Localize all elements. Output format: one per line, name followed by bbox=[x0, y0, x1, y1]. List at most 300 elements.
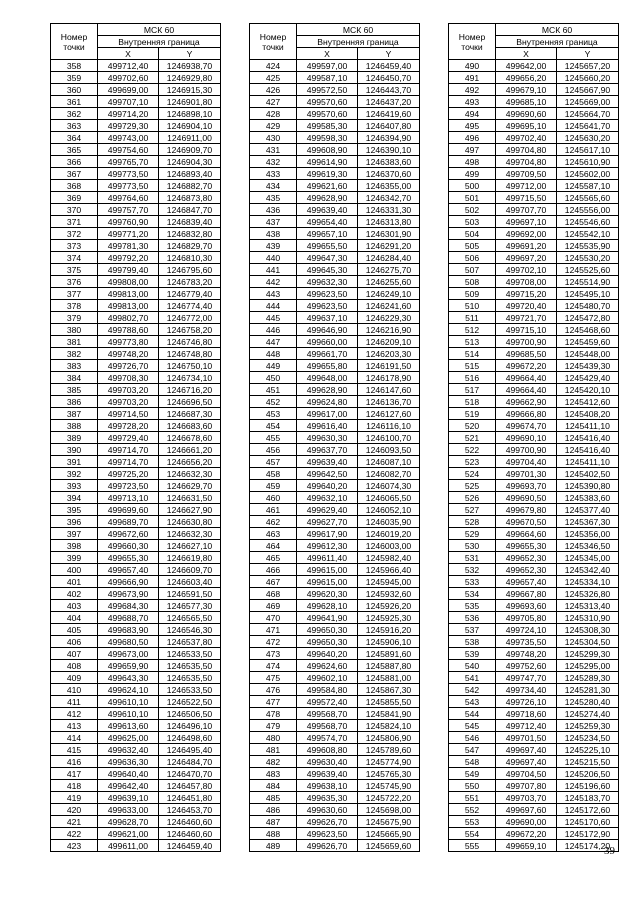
x-coordinate: 499626,70 bbox=[297, 816, 358, 828]
y-coordinate: 1245259,30 bbox=[557, 720, 619, 732]
point-number: 516 bbox=[449, 372, 496, 384]
x-coordinate: 499697,20 bbox=[496, 252, 557, 264]
y-coordinate: 1245887,80 bbox=[358, 660, 420, 672]
x-coordinate: 499714,50 bbox=[98, 408, 159, 420]
point-number: 448 bbox=[250, 348, 297, 360]
table-row bbox=[250, 744, 420, 756]
x-coordinate: 499621,00 bbox=[98, 828, 159, 840]
y-coordinate: 1246619,80 bbox=[159, 552, 221, 564]
x-coordinate: 499657,40 bbox=[496, 576, 557, 588]
table-row bbox=[250, 576, 420, 588]
x-coordinate: 499628,70 bbox=[98, 816, 159, 828]
y-coordinate: 1245546,60 bbox=[557, 216, 619, 228]
point-number: 527 bbox=[449, 504, 496, 516]
x-coordinate: 499813,00 bbox=[98, 288, 159, 300]
coordinates-table-middle bbox=[249, 23, 420, 852]
y-coordinate: 1246522,50 bbox=[159, 696, 221, 708]
x-coordinate: 499724,10 bbox=[496, 624, 557, 636]
table-row bbox=[250, 432, 420, 444]
table-row bbox=[250, 732, 420, 744]
point-number: 526 bbox=[449, 492, 496, 504]
y-coordinate: 1246772,00 bbox=[159, 312, 221, 324]
coordinate-system-header: МСК 60 bbox=[297, 24, 420, 36]
point-number: 484 bbox=[250, 780, 297, 792]
coordinates-table-left bbox=[50, 23, 221, 852]
y-coordinate: 1245806,90 bbox=[358, 732, 420, 744]
table-row bbox=[449, 528, 619, 540]
point-number: 460 bbox=[250, 492, 297, 504]
y-coordinate: 1246383,60 bbox=[358, 156, 420, 168]
point-number: 415 bbox=[51, 744, 98, 756]
y-coordinate: 1246065,50 bbox=[358, 492, 420, 504]
table-row bbox=[51, 552, 221, 564]
table-row bbox=[449, 252, 619, 264]
table-row bbox=[250, 768, 420, 780]
y-coordinate: 1245556,00 bbox=[557, 204, 619, 216]
y-coordinate: 1245881,00 bbox=[358, 672, 420, 684]
point-number: 490 bbox=[449, 60, 496, 72]
y-column-header: Y bbox=[557, 48, 619, 60]
y-coordinate: 1246052,10 bbox=[358, 504, 420, 516]
table-row bbox=[449, 708, 619, 720]
point-number: 388 bbox=[51, 420, 98, 432]
y-coordinate: 1246203,30 bbox=[358, 348, 420, 360]
table-row bbox=[250, 624, 420, 636]
x-coordinate: 499692,00 bbox=[496, 228, 557, 240]
table-row bbox=[51, 408, 221, 420]
table-row bbox=[449, 168, 619, 180]
x-coordinate: 499734,40 bbox=[496, 684, 557, 696]
x-coordinate: 499664,60 bbox=[496, 528, 557, 540]
x-coordinate: 499729,30 bbox=[98, 120, 159, 132]
x-coordinate: 499666,90 bbox=[98, 576, 159, 588]
point-number: 390 bbox=[51, 444, 98, 456]
table-row bbox=[51, 432, 221, 444]
table-row bbox=[449, 72, 619, 84]
point-number: 519 bbox=[449, 408, 496, 420]
point-number: 377 bbox=[51, 288, 98, 300]
point-number: 381 bbox=[51, 336, 98, 348]
y-coordinate: 1246750,10 bbox=[159, 360, 221, 372]
point-number: 547 bbox=[449, 744, 496, 756]
point-number: 545 bbox=[449, 720, 496, 732]
table-row bbox=[250, 204, 420, 216]
point-number: 376 bbox=[51, 276, 98, 288]
point-number: 486 bbox=[250, 804, 297, 816]
table-row bbox=[250, 360, 420, 372]
point-number: 465 bbox=[250, 552, 297, 564]
y-coordinate: 1246632,30 bbox=[159, 468, 221, 480]
x-coordinate: 499704,40 bbox=[496, 456, 557, 468]
point-number: 493 bbox=[449, 96, 496, 108]
y-coordinate: 1246127,60 bbox=[358, 408, 420, 420]
x-coordinate: 499754,60 bbox=[98, 144, 159, 156]
y-coordinate: 1246255,60 bbox=[358, 276, 420, 288]
point-number-header: Номер точки bbox=[51, 24, 98, 60]
x-coordinate: 499697,10 bbox=[496, 216, 557, 228]
table-row bbox=[250, 528, 420, 540]
x-coordinate: 499570,60 bbox=[297, 108, 358, 120]
y-coordinate: 1245356,00 bbox=[557, 528, 619, 540]
point-number-header: Номер точки bbox=[449, 24, 496, 60]
y-coordinate: 1246627,10 bbox=[159, 540, 221, 552]
x-coordinate: 499709,50 bbox=[496, 168, 557, 180]
y-coordinate: 1245982,40 bbox=[358, 552, 420, 564]
y-coordinate: 1245867,30 bbox=[358, 684, 420, 696]
table-row bbox=[51, 456, 221, 468]
y-coordinate: 1245196,60 bbox=[557, 780, 619, 792]
x-coordinate: 499655,30 bbox=[496, 540, 557, 552]
y-coordinate: 1246116,10 bbox=[358, 420, 420, 432]
y-coordinate: 1246301,90 bbox=[358, 228, 420, 240]
x-coordinate: 499690,00 bbox=[496, 816, 557, 828]
point-number: 365 bbox=[51, 144, 98, 156]
point-number: 555 bbox=[449, 840, 496, 852]
point-number: 431 bbox=[250, 144, 297, 156]
point-number: 394 bbox=[51, 492, 98, 504]
y-coordinate: 1245841,90 bbox=[358, 708, 420, 720]
point-number: 392 bbox=[51, 468, 98, 480]
y-coordinate: 1245172,60 bbox=[557, 804, 619, 816]
table-row bbox=[449, 348, 619, 360]
point-number: 364 bbox=[51, 132, 98, 144]
table-row bbox=[51, 612, 221, 624]
x-coordinate: 499635,30 bbox=[297, 792, 358, 804]
x-coordinate: 499695,10 bbox=[496, 120, 557, 132]
x-coordinate: 499645,30 bbox=[297, 264, 358, 276]
x-coordinate: 499623,50 bbox=[297, 288, 358, 300]
x-coordinate: 499685,10 bbox=[496, 96, 557, 108]
table-row bbox=[449, 276, 619, 288]
table-row bbox=[51, 516, 221, 528]
table-row bbox=[250, 396, 420, 408]
y-coordinate: 1246419,60 bbox=[358, 108, 420, 120]
table-row bbox=[51, 396, 221, 408]
x-coordinate: 499721,70 bbox=[496, 312, 557, 324]
point-number: 446 bbox=[250, 324, 297, 336]
point-number: 538 bbox=[449, 636, 496, 648]
point-number: 380 bbox=[51, 324, 98, 336]
y-coordinate: 1246284,40 bbox=[358, 252, 420, 264]
y-coordinate: 1246630,80 bbox=[159, 516, 221, 528]
point-number: 553 bbox=[449, 816, 496, 828]
y-coordinate: 1246898,10 bbox=[159, 108, 221, 120]
table-row bbox=[51, 468, 221, 480]
x-coordinate: 499638,10 bbox=[297, 780, 358, 792]
point-number: 534 bbox=[449, 588, 496, 600]
x-coordinate: 499650,30 bbox=[297, 636, 358, 648]
point-number: 429 bbox=[250, 120, 297, 132]
x-coordinate: 499699,00 bbox=[98, 84, 159, 96]
point-number: 529 bbox=[449, 528, 496, 540]
y-coordinate: 1246136,70 bbox=[358, 396, 420, 408]
table-row bbox=[250, 468, 420, 480]
table-row bbox=[51, 372, 221, 384]
point-number: 396 bbox=[51, 516, 98, 528]
table-row bbox=[449, 756, 619, 768]
point-number: 533 bbox=[449, 576, 496, 588]
table-row bbox=[51, 564, 221, 576]
point-number: 370 bbox=[51, 204, 98, 216]
y-coordinate: 1245225,10 bbox=[557, 744, 619, 756]
x-coordinate: 499704,50 bbox=[496, 768, 557, 780]
y-coordinate: 1245295,00 bbox=[557, 660, 619, 672]
table-row bbox=[449, 840, 619, 852]
x-coordinate: 499712,40 bbox=[496, 720, 557, 732]
point-number: 552 bbox=[449, 804, 496, 816]
point-number: 453 bbox=[250, 408, 297, 420]
x-coordinate: 499712,40 bbox=[98, 60, 159, 72]
y-coordinate: 1246313,80 bbox=[358, 216, 420, 228]
point-number: 426 bbox=[250, 84, 297, 96]
table-row bbox=[449, 156, 619, 168]
table-row bbox=[51, 228, 221, 240]
table-row bbox=[250, 324, 420, 336]
table-row bbox=[449, 792, 619, 804]
y-coordinate: 1245610,90 bbox=[557, 156, 619, 168]
table-row bbox=[51, 684, 221, 696]
table-row bbox=[449, 144, 619, 156]
y-coordinate: 1245416,40 bbox=[557, 444, 619, 456]
y-coordinate: 1245304,50 bbox=[557, 636, 619, 648]
point-number: 462 bbox=[250, 516, 297, 528]
x-coordinate: 499628,10 bbox=[297, 600, 358, 612]
table-row bbox=[449, 264, 619, 276]
table-row bbox=[51, 60, 221, 72]
point-number: 372 bbox=[51, 228, 98, 240]
y-coordinate: 1245172,90 bbox=[557, 828, 619, 840]
x-coordinate: 499648,00 bbox=[297, 372, 358, 384]
x-coordinate: 499760,90 bbox=[98, 216, 159, 228]
table-row bbox=[250, 180, 420, 192]
table-row bbox=[250, 300, 420, 312]
table-row bbox=[449, 816, 619, 828]
x-coordinate: 499570,60 bbox=[297, 96, 358, 108]
point-number: 386 bbox=[51, 396, 98, 408]
x-coordinate: 499667,80 bbox=[496, 588, 557, 600]
point-number: 482 bbox=[250, 756, 297, 768]
y-coordinate: 1246734,10 bbox=[159, 372, 221, 384]
y-coordinate: 1245495,10 bbox=[557, 288, 619, 300]
x-coordinate: 499771,20 bbox=[98, 228, 159, 240]
y-coordinate: 1246696,50 bbox=[159, 396, 221, 408]
point-number: 416 bbox=[51, 756, 98, 768]
table-row bbox=[250, 708, 420, 720]
y-coordinate: 1246370,60 bbox=[358, 168, 420, 180]
x-coordinate: 499639,40 bbox=[297, 456, 358, 468]
table-row bbox=[51, 528, 221, 540]
y-coordinate: 1245565,60 bbox=[557, 192, 619, 204]
y-coordinate: 1246506,50 bbox=[159, 708, 221, 720]
point-number: 450 bbox=[250, 372, 297, 384]
y-coordinate: 1246779,40 bbox=[159, 288, 221, 300]
coordinates-table-right bbox=[448, 23, 619, 852]
table-row bbox=[51, 624, 221, 636]
x-coordinate: 499621,60 bbox=[297, 180, 358, 192]
y-coordinate: 1246342,70 bbox=[358, 192, 420, 204]
x-coordinate: 499623,50 bbox=[297, 300, 358, 312]
table-row bbox=[449, 492, 619, 504]
x-coordinate: 499757,70 bbox=[98, 204, 159, 216]
y-coordinate: 1246460,60 bbox=[159, 828, 221, 840]
point-number: 405 bbox=[51, 624, 98, 636]
y-coordinate: 1245420,10 bbox=[557, 384, 619, 396]
y-coordinate: 1245945,00 bbox=[358, 576, 420, 588]
y-coordinate: 1246716,20 bbox=[159, 384, 221, 396]
point-number: 368 bbox=[51, 180, 98, 192]
x-coordinate: 499640,40 bbox=[98, 768, 159, 780]
y-coordinate: 1246495,40 bbox=[159, 744, 221, 756]
point-number: 532 bbox=[449, 564, 496, 576]
x-coordinate: 499617,90 bbox=[297, 528, 358, 540]
y-coordinate: 1245308,30 bbox=[557, 624, 619, 636]
x-coordinate: 499765,70 bbox=[98, 156, 159, 168]
table-row bbox=[51, 120, 221, 132]
point-number: 535 bbox=[449, 600, 496, 612]
point-number: 447 bbox=[250, 336, 297, 348]
point-number: 452 bbox=[250, 396, 297, 408]
point-number: 432 bbox=[250, 156, 297, 168]
y-coordinate: 1245345,00 bbox=[557, 552, 619, 564]
table-row bbox=[449, 564, 619, 576]
x-coordinate: 499693,60 bbox=[496, 600, 557, 612]
table-row bbox=[250, 120, 420, 132]
point-number: 472 bbox=[250, 636, 297, 648]
point-number: 521 bbox=[449, 432, 496, 444]
table-row bbox=[250, 348, 420, 360]
point-number: 513 bbox=[449, 336, 496, 348]
y-coordinate: 1245675,90 bbox=[358, 816, 420, 828]
table-row bbox=[449, 288, 619, 300]
point-number: 373 bbox=[51, 240, 98, 252]
x-coordinate: 499672,20 bbox=[496, 828, 557, 840]
point-number: 433 bbox=[250, 168, 297, 180]
x-coordinate: 499587,10 bbox=[297, 72, 358, 84]
table-row bbox=[449, 720, 619, 732]
point-number: 422 bbox=[51, 828, 98, 840]
table-row bbox=[250, 648, 420, 660]
table-row bbox=[250, 252, 420, 264]
x-coordinate: 499585,30 bbox=[297, 120, 358, 132]
y-coordinate: 1245313,40 bbox=[557, 600, 619, 612]
point-number: 468 bbox=[250, 588, 297, 600]
table-row bbox=[449, 216, 619, 228]
point-number: 511 bbox=[449, 312, 496, 324]
x-coordinate: 499683,90 bbox=[98, 624, 159, 636]
y-coordinate: 1246019,20 bbox=[358, 528, 420, 540]
point-number: 445 bbox=[250, 312, 297, 324]
table-row bbox=[449, 180, 619, 192]
point-number: 425 bbox=[250, 72, 297, 84]
x-coordinate: 499655,80 bbox=[297, 360, 358, 372]
point-number: 480 bbox=[250, 732, 297, 744]
table-row bbox=[51, 324, 221, 336]
table-row bbox=[51, 636, 221, 648]
point-number: 479 bbox=[250, 720, 297, 732]
table-row bbox=[250, 384, 420, 396]
table-row bbox=[250, 492, 420, 504]
x-coordinate: 499626,70 bbox=[297, 840, 358, 852]
x-coordinate: 499633,00 bbox=[98, 804, 159, 816]
y-coordinate: 1245170,60 bbox=[557, 816, 619, 828]
point-number: 505 bbox=[449, 240, 496, 252]
x-coordinate: 499616,40 bbox=[297, 420, 358, 432]
x-coordinate: 499703,20 bbox=[98, 384, 159, 396]
y-coordinate: 1246450,70 bbox=[358, 72, 420, 84]
y-coordinate: 1246758,20 bbox=[159, 324, 221, 336]
x-coordinate: 499703,20 bbox=[98, 396, 159, 408]
x-coordinate: 499670,50 bbox=[496, 516, 557, 528]
point-number: 549 bbox=[449, 768, 496, 780]
point-number: 387 bbox=[51, 408, 98, 420]
table-row bbox=[250, 720, 420, 732]
table-row bbox=[449, 744, 619, 756]
table-row bbox=[51, 216, 221, 228]
table-row bbox=[250, 72, 420, 84]
table-row bbox=[51, 168, 221, 180]
x-coordinate: 499597,00 bbox=[297, 60, 358, 72]
table-row bbox=[449, 192, 619, 204]
point-number: 548 bbox=[449, 756, 496, 768]
point-number: 401 bbox=[51, 576, 98, 588]
y-coordinate: 1245665,90 bbox=[358, 828, 420, 840]
table-row bbox=[250, 636, 420, 648]
x-coordinate: 499660,00 bbox=[297, 336, 358, 348]
x-coordinate: 499702,60 bbox=[98, 72, 159, 84]
point-number: 400 bbox=[51, 564, 98, 576]
point-number: 367 bbox=[51, 168, 98, 180]
x-coordinate: 499656,20 bbox=[496, 72, 557, 84]
y-coordinate: 1245310,90 bbox=[557, 612, 619, 624]
y-coordinate: 1246904,10 bbox=[159, 120, 221, 132]
x-coordinate: 499697,40 bbox=[496, 744, 557, 756]
y-coordinate: 1245542,10 bbox=[557, 228, 619, 240]
table-row bbox=[51, 792, 221, 804]
y-coordinate: 1246470,70 bbox=[159, 768, 221, 780]
table-row bbox=[449, 204, 619, 216]
y-coordinate: 1246082,70 bbox=[358, 468, 420, 480]
y-coordinate: 1245342,40 bbox=[557, 564, 619, 576]
x-coordinate: 499639,10 bbox=[98, 792, 159, 804]
y-coordinate: 1246178,90 bbox=[358, 372, 420, 384]
x-coordinate: 499752,60 bbox=[496, 660, 557, 672]
x-coordinate: 499611,40 bbox=[297, 552, 358, 564]
point-number: 406 bbox=[51, 636, 98, 648]
y-coordinate: 1246209,10 bbox=[358, 336, 420, 348]
point-number: 423 bbox=[51, 840, 98, 852]
y-coordinate: 1246407,80 bbox=[358, 120, 420, 132]
table-row bbox=[250, 288, 420, 300]
y-coordinate: 1245416,40 bbox=[557, 432, 619, 444]
table-row bbox=[51, 696, 221, 708]
point-number: 409 bbox=[51, 672, 98, 684]
x-coordinate: 499652,30 bbox=[496, 564, 557, 576]
x-coordinate: 499707,70 bbox=[496, 204, 557, 216]
table-row bbox=[449, 732, 619, 744]
y-coordinate: 1246847,70 bbox=[159, 204, 221, 216]
y-coordinate: 1246355,00 bbox=[358, 180, 420, 192]
y-coordinate: 1245234,50 bbox=[557, 732, 619, 744]
y-coordinate: 1246546,30 bbox=[159, 624, 221, 636]
table-row bbox=[51, 72, 221, 84]
x-coordinate: 499707,10 bbox=[98, 96, 159, 108]
y-coordinate: 1245280,40 bbox=[557, 696, 619, 708]
x-coordinate: 499662,90 bbox=[496, 396, 557, 408]
y-coordinate: 1246100,70 bbox=[358, 432, 420, 444]
table-row bbox=[250, 780, 420, 792]
point-number: 385 bbox=[51, 384, 98, 396]
table-row bbox=[250, 96, 420, 108]
